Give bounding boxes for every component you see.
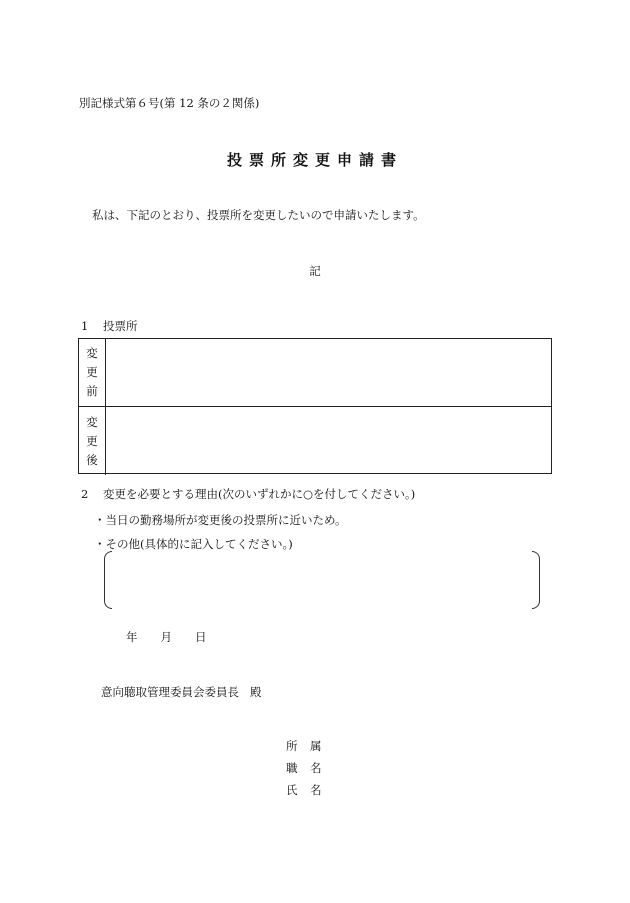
section2-number: 2 [81, 487, 89, 501]
label-char: 後 [86, 452, 98, 467]
label-char: 職 [286, 761, 298, 775]
date-day-label: 日 [195, 630, 207, 644]
section2-title: 変更を必要とする理由(次のいずれかに○を付してください。) [103, 487, 416, 501]
date-line[interactable] [126, 629, 207, 645]
label-char: 変 [86, 346, 98, 360]
label-char: 更 [86, 433, 98, 448]
before-change-field[interactable] [106, 339, 551, 406]
after-change-row [79, 407, 551, 475]
label-char: 変 [86, 414, 98, 429]
ki-label: 記 [309, 264, 321, 278]
addressee-name: 意向聴取管理委員会委員長 [101, 685, 239, 699]
section1-title: 投票所 [103, 319, 138, 333]
reason-option-other[interactable]: ・その他(具体的に記入してください。) [94, 537, 293, 551]
date-year-label: 年 [126, 630, 138, 644]
addressee [101, 684, 262, 700]
before-change-row [79, 339, 551, 407]
after-change-field[interactable] [106, 407, 551, 475]
document-title: 投票所変更申請書 [226, 151, 403, 169]
polling-station-table [78, 338, 552, 474]
label-char: 前 [86, 384, 98, 398]
date-month-label: 月 [160, 630, 172, 644]
intro-text: 私は、下記のとおり、投票所を変更したいので申請いたします。 [92, 208, 425, 222]
affiliation-label[interactable] [286, 738, 322, 754]
label-char: 属 [310, 739, 322, 753]
name-label[interactable] [286, 782, 322, 798]
label-char: 氏 [286, 783, 298, 797]
section1-number: 1 [81, 319, 89, 333]
after-change-label [79, 407, 106, 475]
form-reference: 別記様式第６号(第 12 条の２関係) [79, 96, 260, 110]
label-char: 名 [310, 761, 322, 775]
position-label[interactable] [286, 760, 322, 776]
other-reason-field[interactable] [104, 551, 540, 609]
label-char: 名 [310, 783, 322, 797]
section2-heading [81, 486, 415, 502]
reason-option-workplace[interactable]: ・当日の勤務場所が変更後の投票所に近いため。 [94, 513, 347, 527]
label-char: 所 [286, 739, 298, 753]
label-char: 更 [86, 365, 98, 379]
section1-heading [81, 318, 138, 334]
left-bracket [104, 551, 112, 609]
right-bracket [532, 551, 540, 609]
before-change-label [79, 339, 106, 406]
addressee-honorific: 殿 [250, 685, 262, 699]
